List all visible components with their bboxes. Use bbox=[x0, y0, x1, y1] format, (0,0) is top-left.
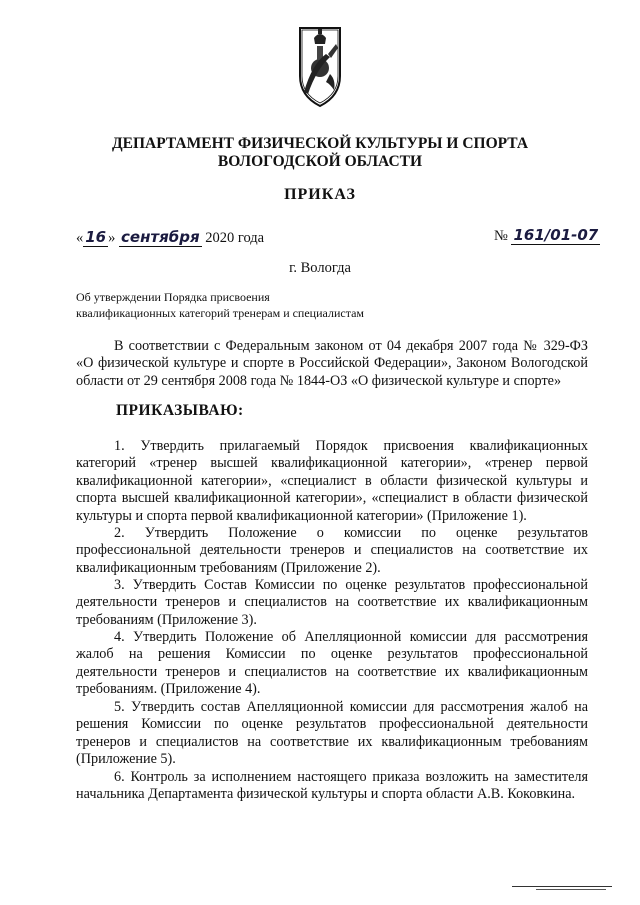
date-quote-open: « bbox=[76, 230, 84, 246]
order-item-3: 3. Утвердить Состав Комиссии по оценке результатов профессиональной деятельности тренеров и специалистов на соответствие их квалификационным требованиям (Приложение 3). bbox=[76, 577, 588, 628]
document-title: ПРИКАЗ bbox=[284, 186, 356, 203]
order-item-1: 1. Утвердить прилагаемый Порядок присвоения квалификационных категорий «тренер высшей квалификационной категории», «тренер первой квалификационной категории», «специалист в области физической культуры и спорта высшей квалификационной категории», «специалист в области физической культуры и спорта первой квалификационной категории» (Приложение 1). bbox=[76, 438, 588, 524]
order-number-prefix: № bbox=[494, 228, 508, 244]
order-number bbox=[494, 226, 600, 245]
date-month: сентября bbox=[121, 228, 200, 246]
order-subject bbox=[76, 289, 364, 321]
date-year: 2020 года bbox=[205, 230, 265, 246]
order-date bbox=[76, 228, 264, 247]
coat-of-arms-emblem bbox=[296, 24, 344, 108]
order-item-2: 2. Утвердить Положение о комиссии по оценке результатов профессиональной деятельности тренеров и специалистов на соответствие их квалификационным требованиям (Приложение 2). bbox=[76, 525, 588, 576]
subject-line2: квалификационных категорий тренерам и специалистам bbox=[76, 306, 365, 320]
city-name: г. Вологда bbox=[289, 260, 351, 276]
order-directive-heading: ПРИКАЗЫВАЮ: bbox=[116, 402, 244, 419]
subject-line1: Об утверждении Порядка присвоения bbox=[76, 290, 270, 304]
footer-divider bbox=[512, 886, 612, 887]
date-day: 16 bbox=[85, 228, 107, 246]
department-name-line1: ДЕПАРТАМЕНТ ФИЗИЧЕСКОЙ КУЛЬТУРЫ И СПОРТА bbox=[111, 135, 529, 152]
date-quote-close: » bbox=[108, 230, 116, 246]
footer-divider-secondary bbox=[536, 889, 606, 890]
order-item-4: 4. Утвердить Положение об Апелляционной комиссии для рассмотрения жалоб на решения Комиссии по оценке результатов профессиональной деятельности тренеров и специалистов на соответствие их квалификационным требованиям. (Приложение 4). bbox=[76, 629, 588, 698]
order-number-value: 161/01-07 bbox=[513, 226, 599, 244]
preamble-paragraph: В соответствии с Федеральным законом от 04 декабря 2007 года № 329-ФЗ «О физической культуре и спорте в Российской Федерации», Законом Вологодской области от 29 сентября 2008 года № 1844-ОЗ «О физической культуре и спорте» bbox=[76, 338, 588, 389]
department-name-line2: ВОЛОГОДСКОЙ ОБЛАСТИ bbox=[217, 153, 423, 170]
order-item-5: 5. Утвердить состав Апелляционной комиссии для рассмотрения жалоб на решения Комиссии по оценке результатов профессиональной деятельности тренеров и специалистов на соответствие их квалификационным требованиям (Приложение 5). bbox=[76, 699, 588, 768]
order-item-6: 6. Контроль за исполнением настоящего приказа возложить на заместителя начальника Департамента физической культуры и спорта области А.В. Коковкина. bbox=[76, 769, 588, 803]
